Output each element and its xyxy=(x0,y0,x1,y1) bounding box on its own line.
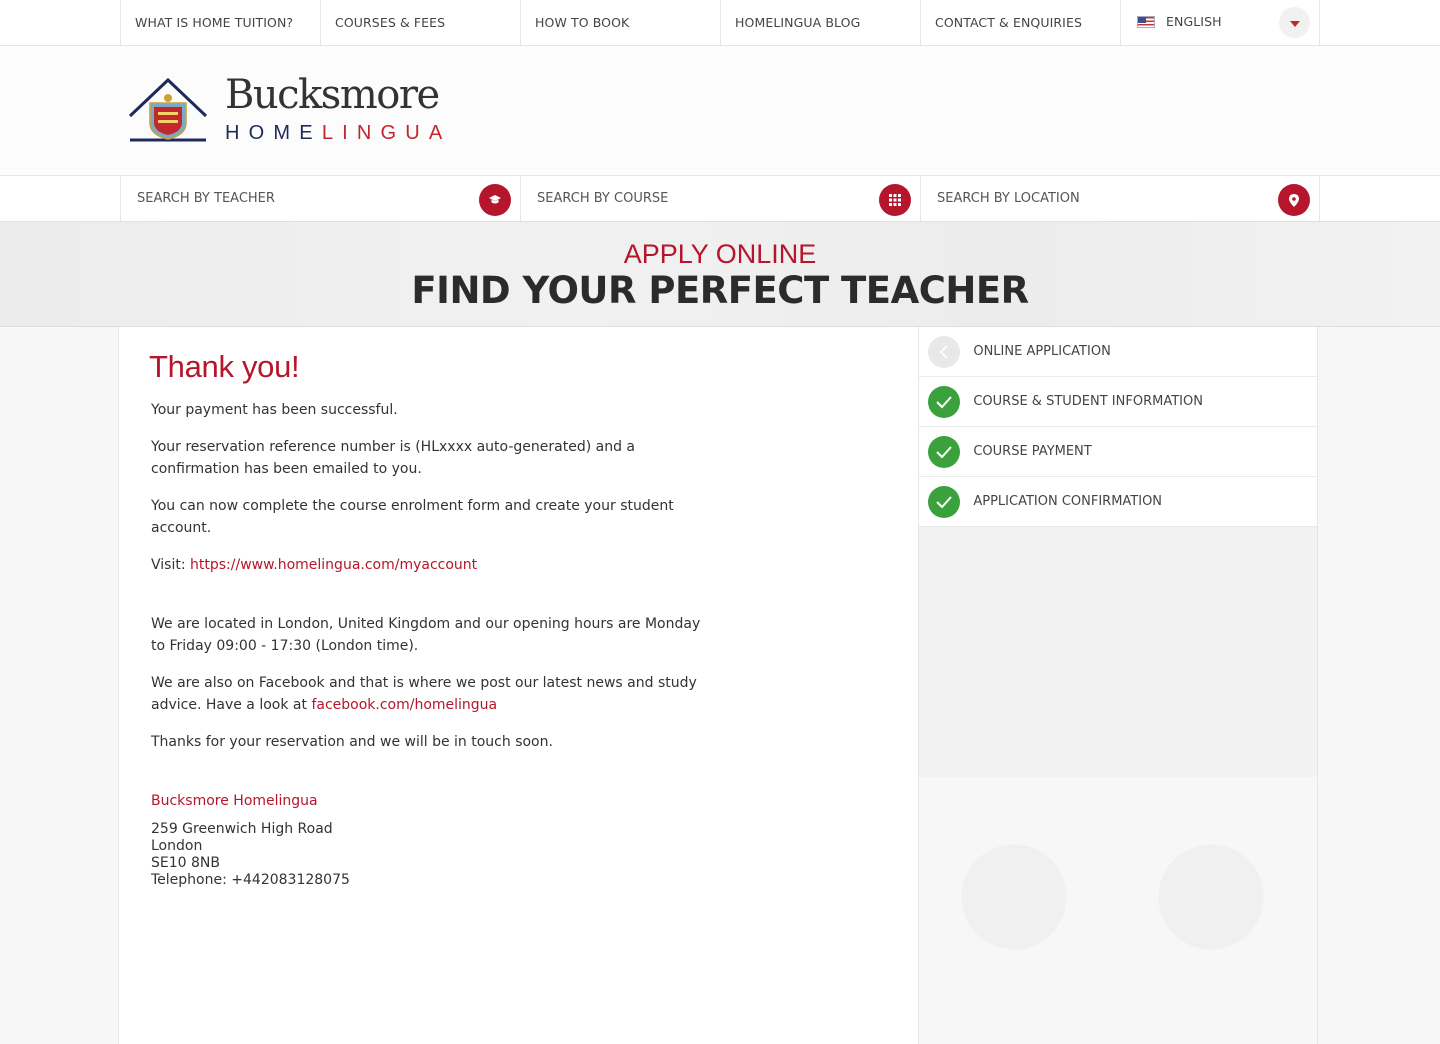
chevron-left-icon[interactable] xyxy=(928,336,960,368)
site-logo[interactable] xyxy=(128,72,452,145)
checkmark-icon xyxy=(928,386,960,418)
nav-courses-fees[interactable]: COURSES & FEES xyxy=(320,0,520,45)
faded-background-area xyxy=(919,527,1317,1044)
step-course-payment[interactable] xyxy=(919,427,1317,477)
my-account-link[interactable]: https://www.homelingua.com/myaccount xyxy=(190,557,478,573)
step-label: ONLINE APPLICATION xyxy=(973,344,1111,359)
search-by-location[interactable] xyxy=(920,176,1320,221)
checkmark-icon xyxy=(928,486,960,518)
us-flag-icon xyxy=(1137,16,1155,28)
step-online-application[interactable] xyxy=(919,327,1317,377)
graduation-cap-icon[interactable] xyxy=(479,184,511,216)
chevron-down-icon[interactable] xyxy=(1279,7,1310,38)
logo-subtitle: HOMELINGUA xyxy=(225,122,452,144)
address-line-1: 259 Greenwich High Road xyxy=(151,821,333,837)
opening-hours-text: We are located in London, United Kingdom and our opening hours are Monday to Friday 09:00 - 17:30 (London time). xyxy=(151,616,701,654)
step-label: COURSE & STUDENT INFORMATION xyxy=(973,394,1203,409)
search-by-course-label: SEARCH BY COURSE xyxy=(537,191,669,206)
nav-homelingua-blog[interactable]: HOMELINGUA BLOG xyxy=(720,0,920,45)
confirmation-panel xyxy=(118,327,918,1044)
enrolment-text: You can now complete the course enrolment form and create your student account. xyxy=(151,498,674,536)
page-title: FIND YOUR PERFECT TEACHER xyxy=(411,269,1029,312)
payment-success-text: Your payment has been successful. xyxy=(151,402,398,418)
signature-name: Bucksmore Homelingua xyxy=(151,793,318,809)
facebook-link[interactable]: facebook.com/homelingua xyxy=(311,697,498,713)
site-header xyxy=(0,46,1440,176)
top-navigation xyxy=(0,0,1440,46)
facebook-line xyxy=(151,672,711,716)
map-pin-icon[interactable] xyxy=(1278,184,1310,216)
search-by-course[interactable] xyxy=(520,176,920,221)
step-label: APPLICATION CONFIRMATION xyxy=(973,494,1163,509)
application-steps-panel xyxy=(918,327,1318,1044)
closing-text: Thanks for your reservation and we will be in touch soon. xyxy=(151,734,553,750)
search-by-teacher-label: SEARCH BY TEACHER xyxy=(137,191,275,206)
logo-name: Bucksmore xyxy=(225,72,439,118)
postal-address xyxy=(151,821,888,889)
reservation-reference-text: Your reservation reference number is (HLxxxx auto-generated) and a confirmation has been emailed to you. xyxy=(151,439,636,477)
language-selector[interactable] xyxy=(1120,0,1320,45)
visit-label: Visit: xyxy=(151,557,186,573)
search-by-teacher[interactable] xyxy=(120,176,520,221)
step-course-student-information[interactable] xyxy=(919,377,1317,427)
search-by-location-label: SEARCH BY LOCATION xyxy=(937,191,1080,206)
checkmark-icon xyxy=(928,436,960,468)
house-crest-icon xyxy=(128,76,208,144)
banner-subtitle: APPLY ONLINE xyxy=(623,239,817,269)
step-application-confirmation[interactable] xyxy=(919,477,1317,527)
telephone: Telephone: +442083128075 xyxy=(151,872,350,888)
facebook-text: We are also on Facebook and that is where we post our latest news and study advice. Have a look at xyxy=(151,675,697,713)
nav-contact-enquiries[interactable]: CONTACT & ENQUIRIES xyxy=(920,0,1120,45)
grid-icon[interactable] xyxy=(879,184,911,216)
language-label: ENGLISH xyxy=(1166,14,1222,29)
thank-you-heading: Thank you! xyxy=(149,349,300,384)
search-bar xyxy=(0,176,1440,222)
address-line-3: SE10 8NB xyxy=(151,855,220,871)
nav-what-is-home-tuition[interactable]: WHAT IS HOME TUITION? xyxy=(120,0,320,45)
address-line-2: London xyxy=(151,838,203,854)
visit-line xyxy=(151,554,711,576)
nav-how-to-book[interactable]: HOW TO BOOK xyxy=(520,0,720,45)
page-banner xyxy=(0,222,1440,327)
step-label: COURSE PAYMENT xyxy=(973,444,1092,459)
